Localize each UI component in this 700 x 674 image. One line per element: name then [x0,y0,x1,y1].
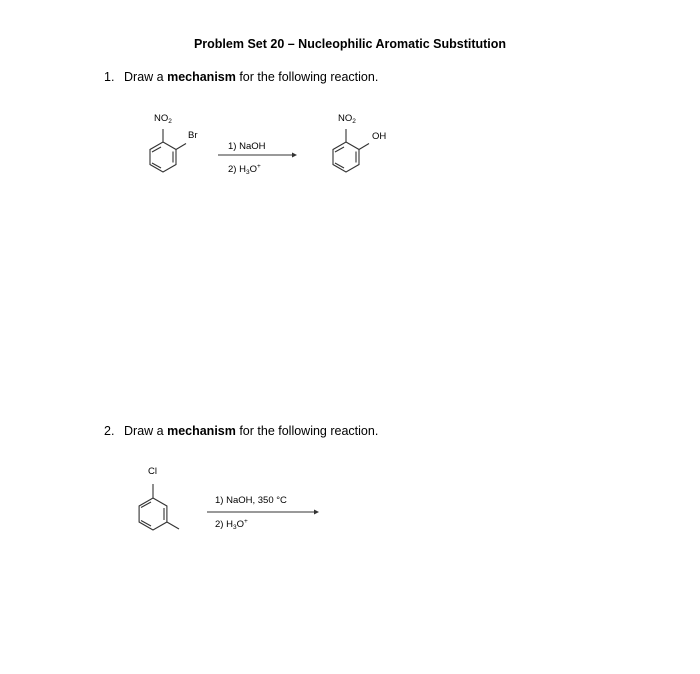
problem-1-keyword: mechanism [167,70,236,84]
problem-2-prompt [104,424,378,438]
reaction-arrow-1 [218,150,298,160]
reactant-2-benzene-ring [125,470,195,545]
reactant-1-nitro-label: $NO_2$ [154,113,172,125]
problem-2-number: 2. [104,424,115,438]
page-title: Problem Set 20 – Nucleophilic Aromatic Substitution [193,37,507,51]
product-1-nitro-label: $NO_2$ [338,113,356,125]
reactant-2-chloro-label: Cl [148,466,157,477]
problem-1-condition-step2: 2) $H_3O^+$ [228,163,261,176]
reactant-1-bromo-label: Br [188,130,198,141]
problem-2-keyword: mechanism [167,424,236,438]
problem-1-prompt [104,70,378,84]
product-1-benzene-ring [318,115,378,185]
problem-2-prefix: Draw a [124,424,168,438]
problem-2-condition-step1: 1) NaOH, 350 °C [215,495,287,506]
problem-1-condition-step1: 1) NaOH [228,141,266,152]
problem-1-suffix: for the following reaction. [235,70,379,84]
reaction-arrow-2 [207,507,322,517]
problem-2-condition-step2: 2) $H_3O^+$ [215,518,248,531]
problem-1-number: 1. [104,70,115,84]
product-1-hydroxyl-label: OH [372,131,387,142]
reactant-1-benzene-ring [135,115,195,185]
problem-2-suffix: for the following reaction. [235,424,379,438]
problem-1-prefix: Draw a [124,70,168,84]
